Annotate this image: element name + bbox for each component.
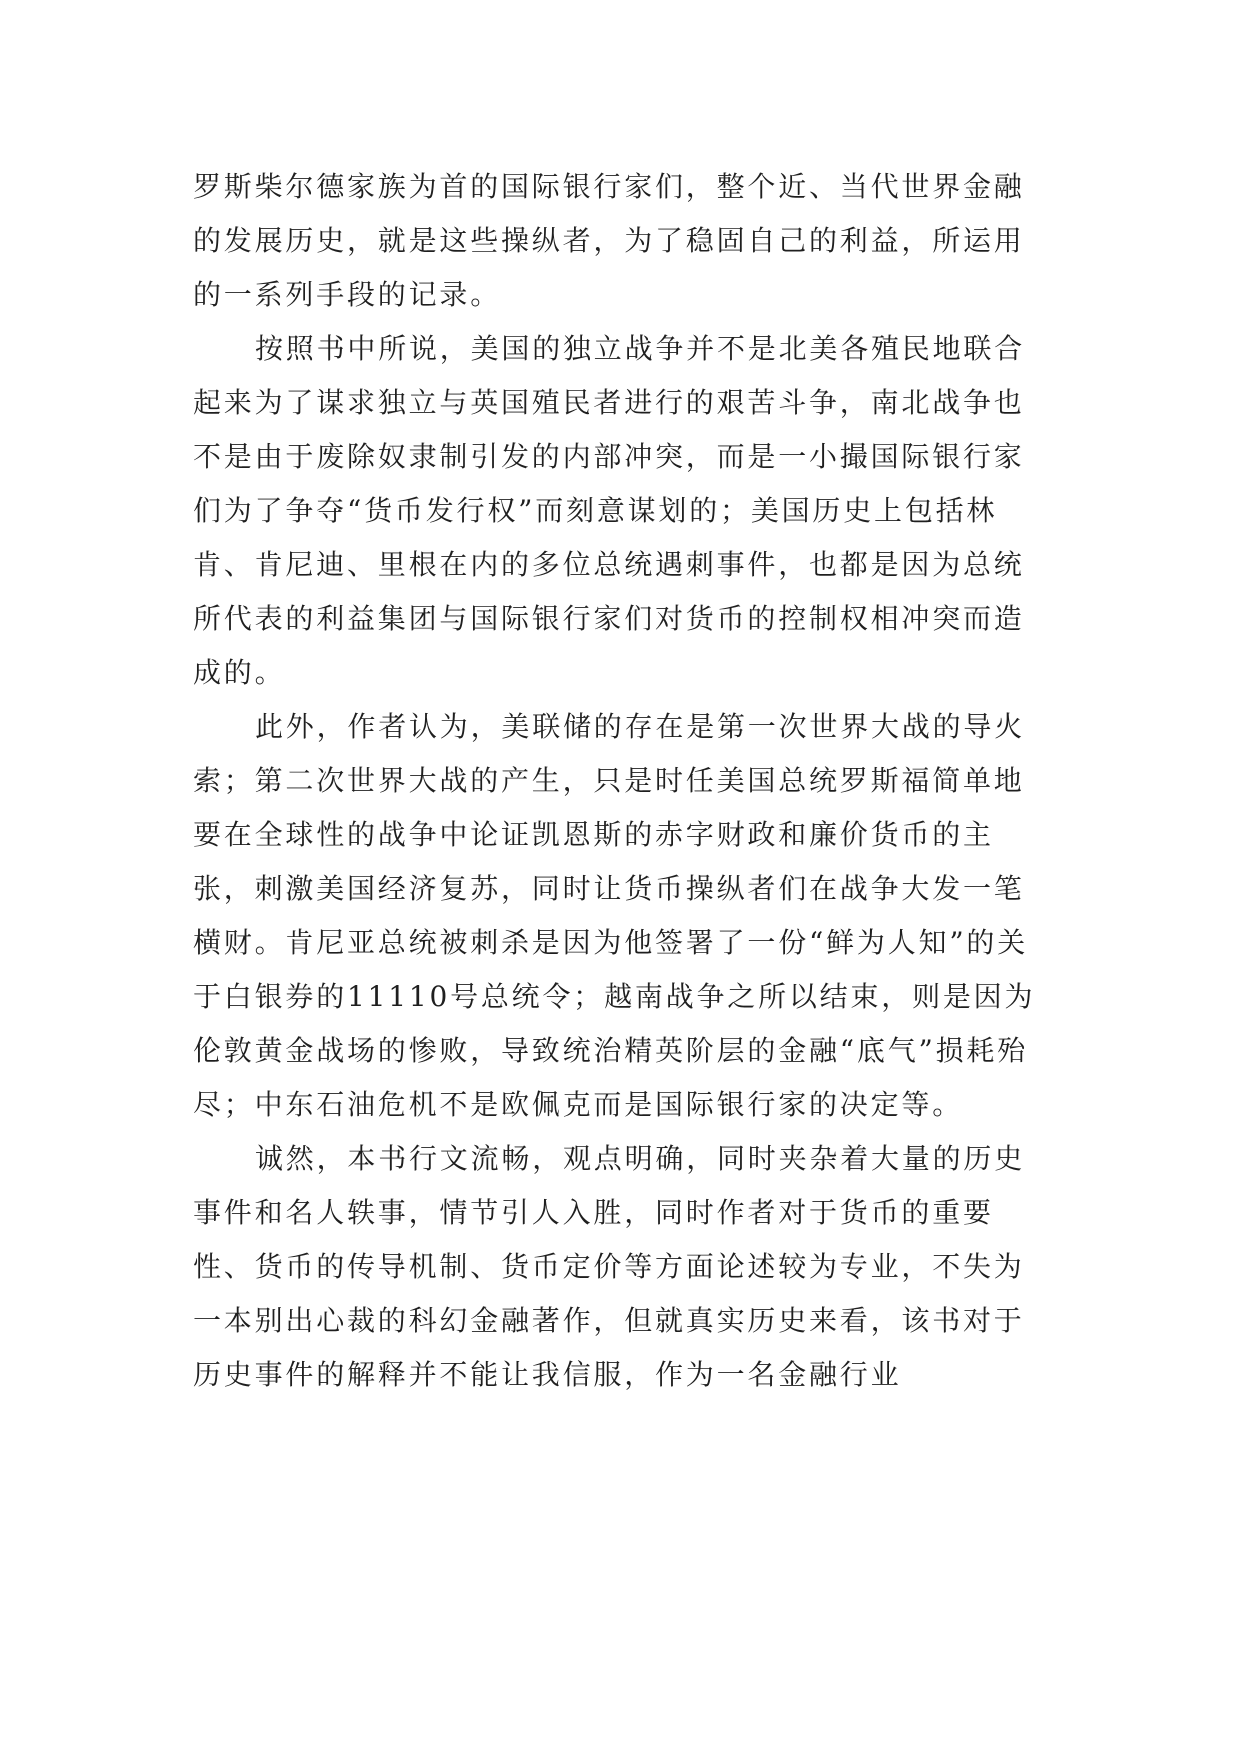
paragraph-4: 诚然，本书行文流畅，观点明确，同时夹杂着大量的历史事件和名人轶事，情节引人入胜，同时作者对于货币的重要性、货币的传导机制、货币定价等方面论述较为专业，不失为一本别出心裁的科幻金融著作，但就真实历史来看，该书对于历史事件的解释并不能让我信服，作为一名金融行业 [193,1142,1026,1391]
document-body [193,160,1053,1402]
paragraph-1: 罗斯柴尔德家族为首的国际银行家们，整个近、当代世界金融的发展历史，就是这些操纵者，为了稳固自己的利益，所运用的一系列手段的记录。 [193,170,1025,311]
paragraph-3: 此外，作者认为，美联储的存在是第一次世界大战的导火索；第二次世界大战的产生，只是时任美国总统罗斯福简单地要在全球性的战争中论证凯恩斯的赤字财政和廉价货币的主张，刺激美国经济复苏，同时让货币操纵者们在战争大发一笔横财。肯尼亚总统被刺杀是因为他签署了一份“鲜为人知”的关于白银券的11110号总统令；越南战争之所以结束，则是因为伦敦黄金战场的惨败，导致统治精英阶层的金融“底气”损耗殆尽；中东石油危机不是欧佩克而是国际银行家的决定等。 [193,710,1036,1121]
paragraph-2: 按照书中所说，美国的独立战争并不是北美各殖民地联合起来为了谋求独立与英国殖民者进行的艰苦斗争，南北战争也不是由于废除奴隶制引发的内部冲突，而是一小撮国际银行家们为了争夺“货币发行权”而刻意谋划的；美国历史上包括林肯、肯尼迪、里根在内的多位总统遇刺事件，也都是因为总统所代表的利益集团与国际银行家们对货币的控制权相冲突而造成的。 [193,332,1026,689]
